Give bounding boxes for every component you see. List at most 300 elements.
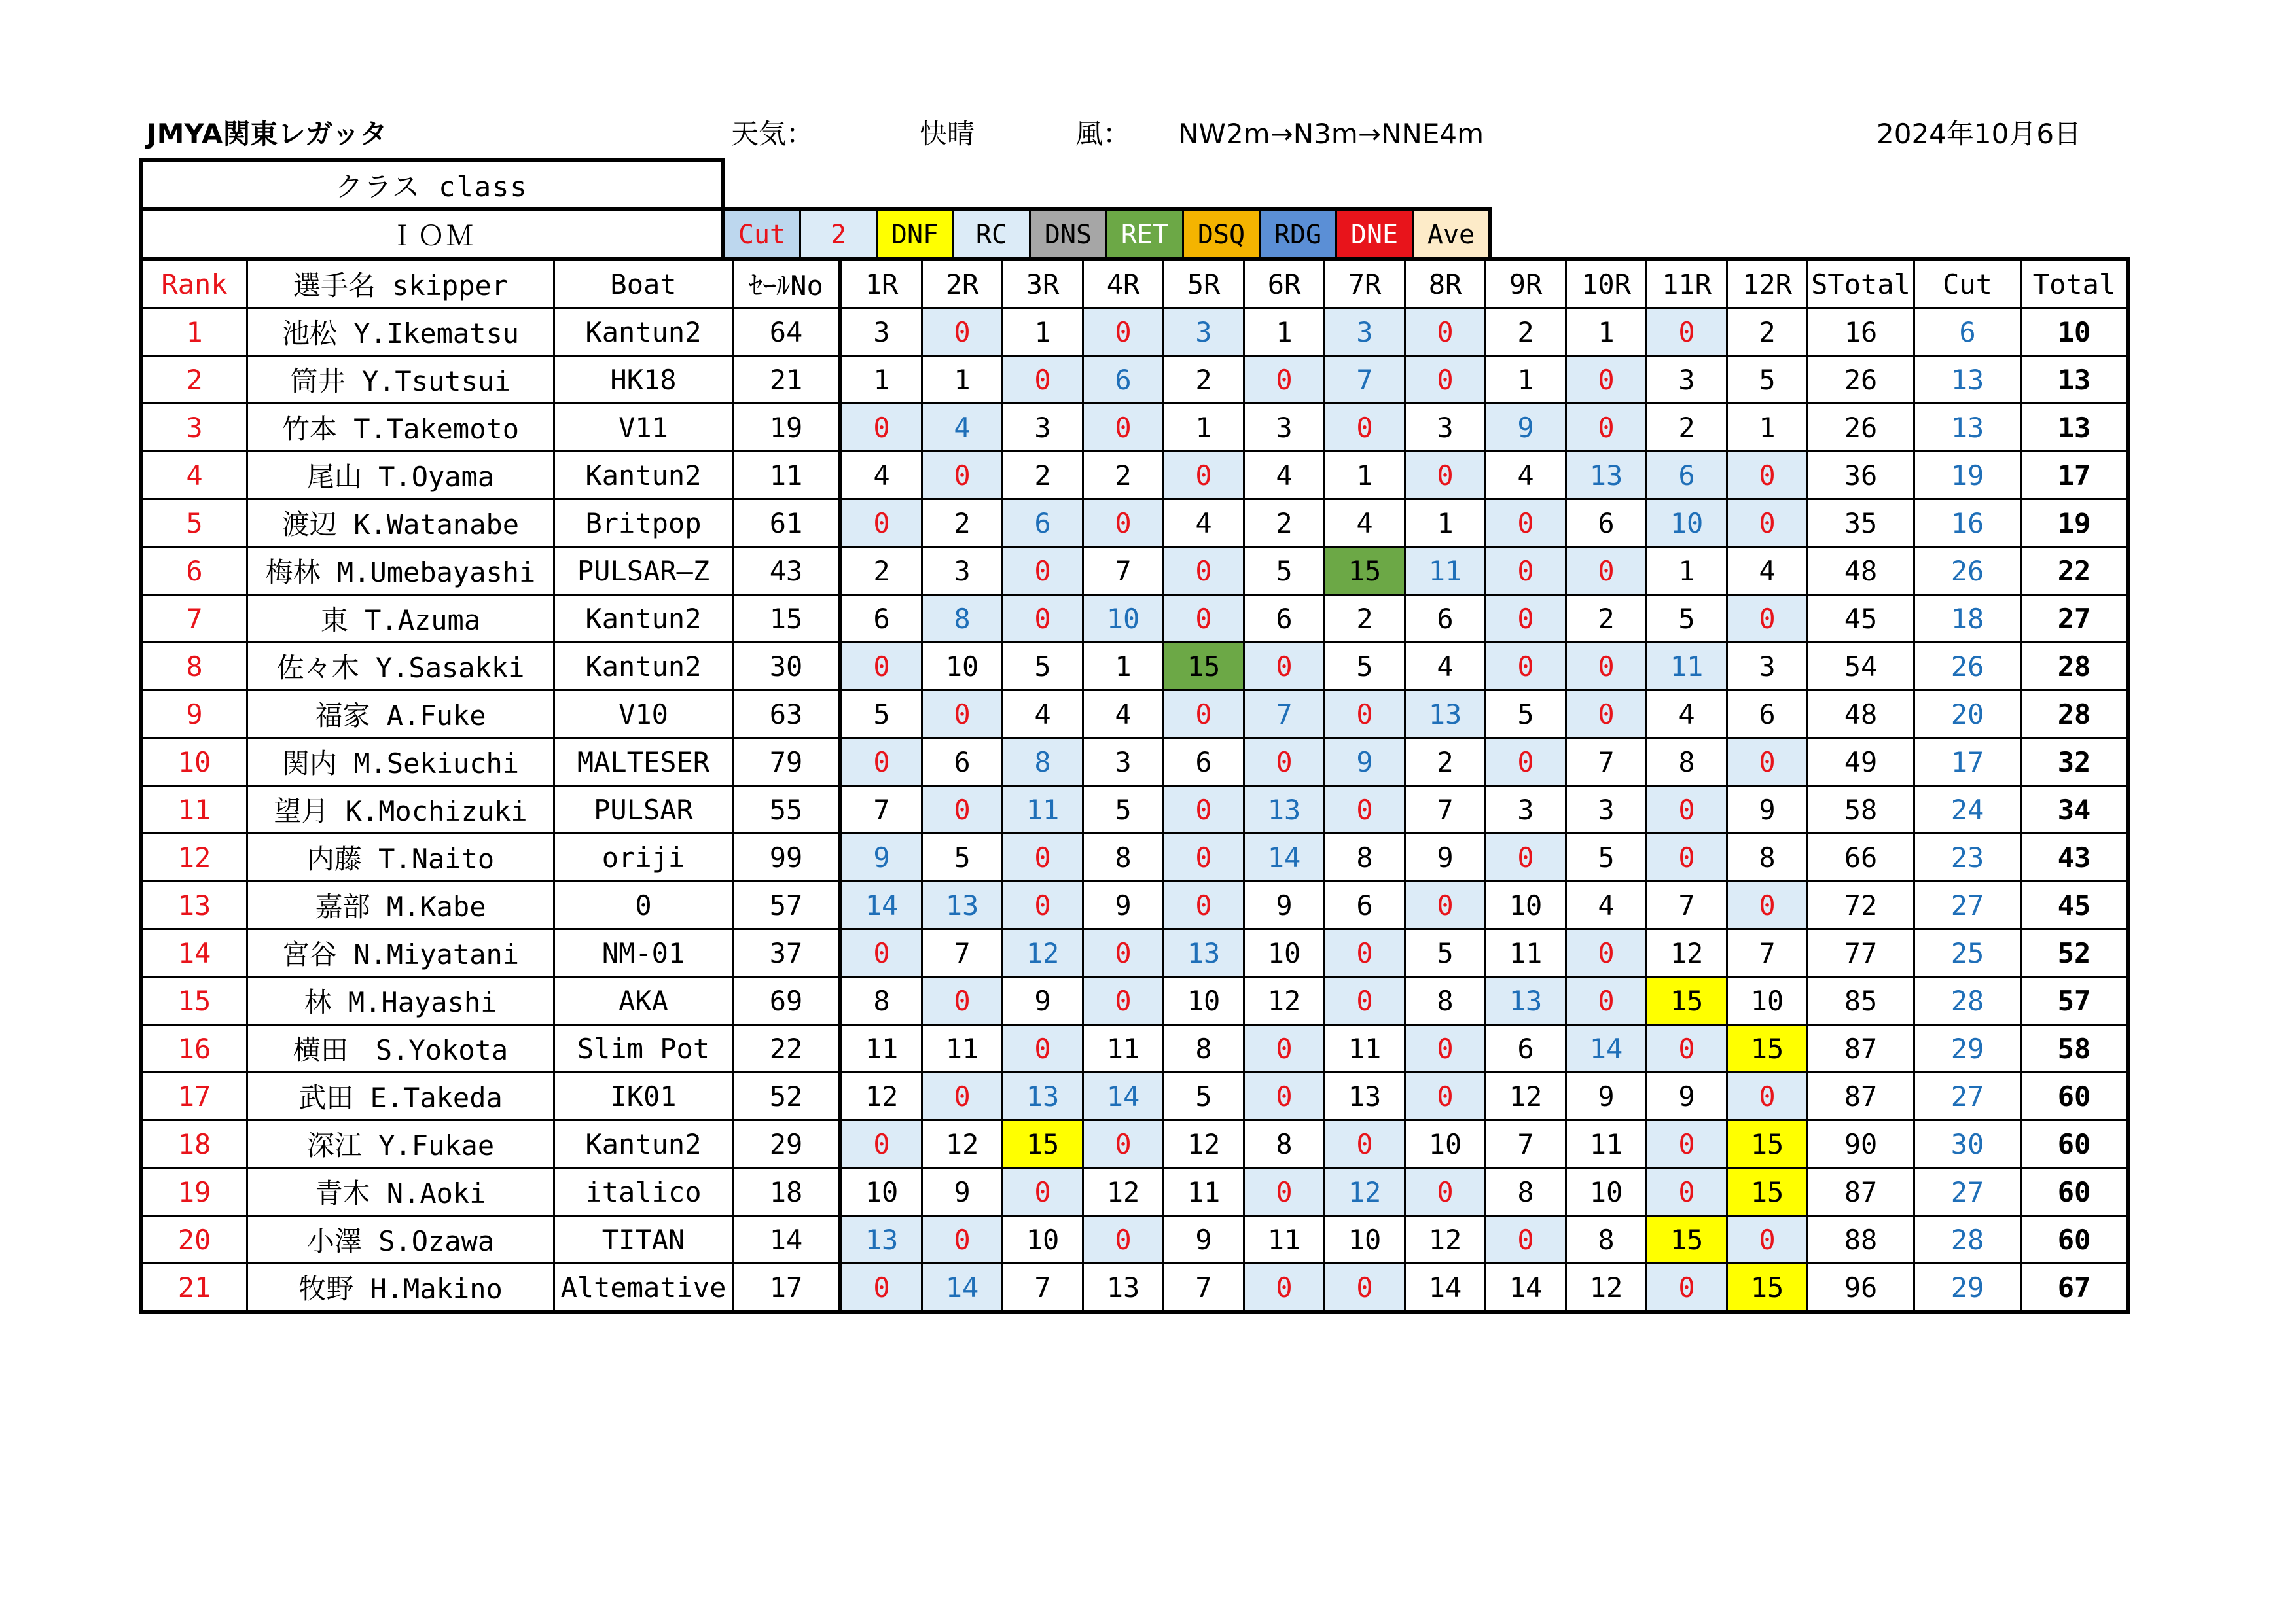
race-5-score: 0 <box>1164 452 1244 499</box>
race-7-score: 0 <box>1325 929 1405 977</box>
skipper-cell: 内藤 T.Naito <box>247 834 554 882</box>
sail-number-cell: 22 <box>733 1025 841 1073</box>
race-3-score: 5 <box>1003 643 1083 690</box>
race-9-score: 9 <box>1486 404 1566 452</box>
race-6-score: 0 <box>1244 1168 1325 1216</box>
race-8-score: 9 <box>1405 834 1486 882</box>
race-5-score: 0 <box>1164 882 1244 929</box>
race-4-score: 0 <box>1083 929 1164 977</box>
race-6-score: 0 <box>1244 356 1325 404</box>
skipper-cell: 小澤 S.Ozawa <box>247 1216 554 1264</box>
race-7-score: 0 <box>1325 977 1405 1025</box>
column-header: Rank <box>141 259 247 308</box>
race-2-score: 6 <box>922 738 1003 786</box>
race-7-score: 1 <box>1325 452 1405 499</box>
rank-cell: 2 <box>141 356 247 404</box>
race-10-score: 7 <box>1566 738 1647 786</box>
skipper-cell: 嘉部 M.Kabe <box>247 882 554 929</box>
race-11-score: 3 <box>1647 356 1727 404</box>
race-9-score: 6 <box>1486 1025 1566 1073</box>
race-3-score: 0 <box>1003 882 1083 929</box>
race-4-score: 5 <box>1083 786 1164 834</box>
boat-cell: Kantun2 <box>554 1120 733 1168</box>
race-8-score: 3 <box>1405 404 1486 452</box>
race-7-score: 0 <box>1325 1120 1405 1168</box>
boat-cell: italico <box>554 1168 733 1216</box>
cut-cell: 27 <box>1914 1073 2021 1120</box>
race-8-score: 13 <box>1405 690 1486 738</box>
race-5-score: 0 <box>1164 834 1244 882</box>
race-5-score: 5 <box>1164 1073 1244 1120</box>
table-row <box>141 1025 2128 1073</box>
column-header: 8R <box>1405 259 1486 308</box>
sail-number-cell: 30 <box>733 643 841 690</box>
race-5-score: 13 <box>1164 929 1244 977</box>
boat-cell: TITAN <box>554 1216 733 1264</box>
stotal-cell: 26 <box>1808 404 1914 452</box>
sail-number-cell: 43 <box>733 547 841 595</box>
race-8-score: 0 <box>1405 1168 1486 1216</box>
skipper-cell: 福家 A.Fuke <box>247 690 554 738</box>
rank-cell: 3 <box>141 404 247 452</box>
race-6-score: 12 <box>1244 977 1325 1025</box>
race-3-score: 0 <box>1003 547 1083 595</box>
race-11-score: 2 <box>1647 404 1727 452</box>
race-12-score: 15 <box>1727 1025 1808 1073</box>
race-4-score: 9 <box>1083 882 1164 929</box>
race-1-score: 12 <box>840 1073 922 1120</box>
cut-cell: 29 <box>1914 1025 2021 1073</box>
race-3-score: 13 <box>1003 1073 1083 1120</box>
race-8-score: 0 <box>1405 1025 1486 1073</box>
results-table <box>139 257 2130 1314</box>
race-5-score: 0 <box>1164 786 1244 834</box>
race-2-score: 0 <box>922 1073 1003 1120</box>
sail-number-cell: 61 <box>733 499 841 547</box>
race-6-score: 10 <box>1244 929 1325 977</box>
race-12-score: 8 <box>1727 834 1808 882</box>
race-3-score: 4 <box>1003 690 1083 738</box>
stotal-cell: 77 <box>1808 929 1914 977</box>
race-6-score: 0 <box>1244 738 1325 786</box>
table-row <box>141 356 2128 404</box>
race-3-score: 3 <box>1003 404 1083 452</box>
race-12-score: 15 <box>1727 1168 1808 1216</box>
race-9-score: 2 <box>1486 308 1566 356</box>
race-10-score: 6 <box>1566 499 1647 547</box>
boat-cell: Kantun2 <box>554 452 733 499</box>
stotal-cell: 35 <box>1808 499 1914 547</box>
race-12-score: 1 <box>1727 404 1808 452</box>
legend-rc: RC <box>954 209 1030 260</box>
race-9-score: 7 <box>1486 1120 1566 1168</box>
race-5-score: 0 <box>1164 547 1244 595</box>
boat-cell: Britpop <box>554 499 733 547</box>
sail-number-cell: 17 <box>733 1264 841 1313</box>
cut-cell: 29 <box>1914 1264 2021 1313</box>
race-12-score: 6 <box>1727 690 1808 738</box>
race-8-score: 14 <box>1405 1264 1486 1313</box>
table-row <box>141 929 2128 977</box>
race-12-score: 3 <box>1727 643 1808 690</box>
race-7-score: 5 <box>1325 643 1405 690</box>
table-row <box>141 547 2128 595</box>
legend-rdg: RDG <box>1260 209 1336 260</box>
rank-cell: 4 <box>141 452 247 499</box>
race-6-score: 5 <box>1244 547 1325 595</box>
race-2-score: 0 <box>922 786 1003 834</box>
stotal-cell: 66 <box>1808 834 1914 882</box>
race-1-score: 11 <box>840 1025 922 1073</box>
total-cell: 28 <box>2021 690 2129 738</box>
race-12-score: 7 <box>1727 929 1808 977</box>
legend-dne: DNE <box>1336 209 1413 260</box>
total-cell: 60 <box>2021 1216 2129 1264</box>
sail-number-cell: 19 <box>733 404 841 452</box>
race-11-score: 1 <box>1647 547 1727 595</box>
rank-cell: 8 <box>141 643 247 690</box>
race-7-score: 0 <box>1325 1264 1405 1313</box>
race-7-score: 11 <box>1325 1025 1405 1073</box>
table-row <box>141 1120 2128 1168</box>
cut-cell: 25 <box>1914 929 2021 977</box>
sail-number-cell: 18 <box>733 1168 841 1216</box>
race-12-score: 10 <box>1727 977 1808 1025</box>
race-5-score: 4 <box>1164 499 1244 547</box>
cut-cell: 18 <box>1914 595 2021 643</box>
race-3-score: 9 <box>1003 977 1083 1025</box>
table-row <box>141 404 2128 452</box>
rank-cell: 19 <box>141 1168 247 1216</box>
column-header: STotal <box>1808 259 1914 308</box>
cut-cell: 6 <box>1914 308 2021 356</box>
race-6-score: 14 <box>1244 834 1325 882</box>
race-4-score: 0 <box>1083 1120 1164 1168</box>
race-11-score: 0 <box>1647 1120 1727 1168</box>
race-6-score: 0 <box>1244 1025 1325 1073</box>
race-5-score: 11 <box>1164 1168 1244 1216</box>
race-11-score: 15 <box>1647 1216 1727 1264</box>
boat-cell: PULSAR <box>554 786 733 834</box>
stotal-cell: 87 <box>1808 1025 1914 1073</box>
race-11-score: 11 <box>1647 643 1727 690</box>
event-title: JMYA関東レガッタ <box>147 118 387 150</box>
cut-cell: 23 <box>1914 834 2021 882</box>
skipper-cell: 深江 Y.Fukae <box>247 1120 554 1168</box>
total-cell: 67 <box>2021 1264 2129 1313</box>
race-11-score: 0 <box>1647 1025 1727 1073</box>
race-1-score: 9 <box>840 834 922 882</box>
sail-number-cell: 11 <box>733 452 841 499</box>
race-5-score: 0 <box>1164 690 1244 738</box>
race-12-score: 15 <box>1727 1120 1808 1168</box>
rank-cell: 16 <box>141 1025 247 1073</box>
total-cell: 10 <box>2021 308 2129 356</box>
race-5-score: 7 <box>1164 1264 1244 1313</box>
cut-cell: 19 <box>1914 452 2021 499</box>
race-4-score: 7 <box>1083 547 1164 595</box>
race-5-score: 8 <box>1164 1025 1244 1073</box>
race-5-score: 10 <box>1164 977 1244 1025</box>
column-header: Total <box>2021 259 2129 308</box>
race-2-score: 0 <box>922 452 1003 499</box>
total-cell: 57 <box>2021 977 2129 1025</box>
stotal-cell: 96 <box>1808 1264 1914 1313</box>
race-11-score: 6 <box>1647 452 1727 499</box>
stotal-cell: 88 <box>1808 1216 1914 1264</box>
rank-cell: 5 <box>141 499 247 547</box>
results-body <box>141 308 2128 1313</box>
race-11-score: 15 <box>1647 977 1727 1025</box>
cut-cell: 27 <box>1914 1168 2021 1216</box>
total-cell: 60 <box>2021 1073 2129 1120</box>
legend-cut: Cut <box>723 209 800 260</box>
race-3-score: 0 <box>1003 1168 1083 1216</box>
stotal-cell: 58 <box>1808 786 1914 834</box>
race-11-score: 0 <box>1647 1168 1727 1216</box>
race-3-score: 0 <box>1003 356 1083 404</box>
skipper-cell: 筒井 Y.Tsutsui <box>247 356 554 404</box>
race-5-score: 12 <box>1164 1120 1244 1168</box>
race-10-score: 14 <box>1566 1025 1647 1073</box>
race-1-score: 0 <box>840 929 922 977</box>
stotal-cell: 85 <box>1808 977 1914 1025</box>
race-12-score: 0 <box>1727 499 1808 547</box>
stotal-cell: 87 <box>1808 1073 1914 1120</box>
race-3-score: 2 <box>1003 452 1083 499</box>
table-row <box>141 1264 2128 1313</box>
rank-cell: 12 <box>141 834 247 882</box>
table-row <box>141 786 2128 834</box>
boat-cell: AKA <box>554 977 733 1025</box>
sail-number-cell: 55 <box>733 786 841 834</box>
column-header: 11R <box>1647 259 1727 308</box>
race-1-score: 5 <box>840 690 922 738</box>
rank-cell: 18 <box>141 1120 247 1168</box>
cut-cell: 20 <box>1914 690 2021 738</box>
race-1-score: 8 <box>840 977 922 1025</box>
column-header: 4R <box>1083 259 1164 308</box>
race-10-score: 0 <box>1566 547 1647 595</box>
race-7-score: 2 <box>1325 595 1405 643</box>
race-10-score: 0 <box>1566 643 1647 690</box>
race-7-score: 15 <box>1325 547 1405 595</box>
rank-cell: 15 <box>141 977 247 1025</box>
race-10-score: 0 <box>1566 404 1647 452</box>
table-row <box>141 643 2128 690</box>
race-2-score: 4 <box>922 404 1003 452</box>
race-2-score: 11 <box>922 1025 1003 1073</box>
boat-cell: oriji <box>554 834 733 882</box>
race-8-score: 10 <box>1405 1120 1486 1168</box>
race-8-score: 4 <box>1405 643 1486 690</box>
race-8-score: 2 <box>1405 738 1486 786</box>
table-row <box>141 1073 2128 1120</box>
skipper-cell: 望月 K.Mochizuki <box>247 786 554 834</box>
stotal-cell: 54 <box>1808 643 1914 690</box>
race-1-score: 13 <box>840 1216 922 1264</box>
race-10-score: 0 <box>1566 356 1647 404</box>
weather-label: 天気： <box>731 118 814 150</box>
column-header: 5R <box>1164 259 1244 308</box>
race-9-score: 0 <box>1486 738 1566 786</box>
class-name: ＩＯＭ <box>388 220 475 252</box>
race-2-score: 0 <box>922 977 1003 1025</box>
skipper-cell: 尾山 T.Oyama <box>247 452 554 499</box>
race-9-score: 0 <box>1486 547 1566 595</box>
race-10-score: 11 <box>1566 1120 1647 1168</box>
race-2-score: 0 <box>922 1216 1003 1264</box>
race-8-score: 5 <box>1405 929 1486 977</box>
total-cell: 32 <box>2021 738 2129 786</box>
race-1-score: 0 <box>840 738 922 786</box>
race-12-score: 4 <box>1727 547 1808 595</box>
status-legend <box>721 207 1492 260</box>
race-5-score: 0 <box>1164 595 1244 643</box>
race-8-score: 1 <box>1405 499 1486 547</box>
race-7-score: 0 <box>1325 404 1405 452</box>
cut-cell: 16 <box>1914 499 2021 547</box>
race-9-score: 0 <box>1486 834 1566 882</box>
skipper-cell: 池松 Y.Ikematsu <box>247 308 554 356</box>
race-7-score: 6 <box>1325 882 1405 929</box>
race-7-score: 12 <box>1325 1168 1405 1216</box>
rank-cell: 13 <box>141 882 247 929</box>
race-9-score: 0 <box>1486 499 1566 547</box>
race-12-score: 0 <box>1727 1073 1808 1120</box>
race-2-score: 14 <box>922 1264 1003 1313</box>
stotal-cell: 16 <box>1808 308 1914 356</box>
class-label: クラス class <box>335 170 528 203</box>
cut-cell: 28 <box>1914 977 2021 1025</box>
race-1-score: 2 <box>840 547 922 595</box>
total-cell: 17 <box>2021 452 2129 499</box>
race-1-score: 0 <box>840 643 922 690</box>
legend-ave: Ave <box>1413 209 1491 260</box>
column-header: 9R <box>1486 259 1566 308</box>
race-6-score: 11 <box>1244 1216 1325 1264</box>
race-9-score: 8 <box>1486 1168 1566 1216</box>
rank-cell: 9 <box>141 690 247 738</box>
race-6-score: 6 <box>1244 595 1325 643</box>
race-9-score: 1 <box>1486 356 1566 404</box>
race-12-score: 0 <box>1727 738 1808 786</box>
race-2-score: 2 <box>922 499 1003 547</box>
race-12-score: 0 <box>1727 452 1808 499</box>
rank-cell: 14 <box>141 929 247 977</box>
race-10-score: 12 <box>1566 1264 1647 1313</box>
race-11-score: 0 <box>1647 1264 1727 1313</box>
race-7-score: 13 <box>1325 1073 1405 1120</box>
race-1-score: 4 <box>840 452 922 499</box>
table-row <box>141 308 2128 356</box>
boat-cell: 0 <box>554 882 733 929</box>
boat-cell: MALTESER <box>554 738 733 786</box>
race-7-score: 0 <box>1325 690 1405 738</box>
cut-cell: 26 <box>1914 547 2021 595</box>
skipper-cell: 青木 N.Aoki <box>247 1168 554 1216</box>
race-12-score: 0 <box>1727 1216 1808 1264</box>
race-8-score: 0 <box>1405 356 1486 404</box>
sail-number-cell: 37 <box>733 929 841 977</box>
race-9-score: 3 <box>1486 786 1566 834</box>
rank-cell: 7 <box>141 595 247 643</box>
race-4-score: 14 <box>1083 1073 1164 1120</box>
race-4-score: 12 <box>1083 1168 1164 1216</box>
stotal-cell: 49 <box>1808 738 1914 786</box>
race-5-score: 15 <box>1164 643 1244 690</box>
race-9-score: 13 <box>1486 977 1566 1025</box>
column-header: 2R <box>922 259 1003 308</box>
race-6-score: 13 <box>1244 786 1325 834</box>
legend-dnf: DNF <box>877 209 954 260</box>
total-cell: 13 <box>2021 404 2129 452</box>
column-header-row <box>141 259 2128 308</box>
total-cell: 60 <box>2021 1120 2129 1168</box>
race-3-score: 15 <box>1003 1120 1083 1168</box>
race-10-score: 1 <box>1566 308 1647 356</box>
column-header: Boat <box>554 259 733 308</box>
column-header: Cut <box>1914 259 2021 308</box>
table-row <box>141 595 2128 643</box>
table-row <box>141 690 2128 738</box>
race-6-score: 3 <box>1244 404 1325 452</box>
race-1-score: 0 <box>840 1264 922 1313</box>
rank-cell: 10 <box>141 738 247 786</box>
legend-ret: RET <box>1107 209 1183 260</box>
race-5-score: 2 <box>1164 356 1244 404</box>
race-6-score: 0 <box>1244 1073 1325 1120</box>
rank-cell: 21 <box>141 1264 247 1313</box>
race-8-score: 0 <box>1405 452 1486 499</box>
race-1-score: 10 <box>840 1168 922 1216</box>
race-11-score: 12 <box>1647 929 1727 977</box>
race-6-score: 9 <box>1244 882 1325 929</box>
table-row <box>141 738 2128 786</box>
race-3-score: 8 <box>1003 738 1083 786</box>
total-cell: 34 <box>2021 786 2129 834</box>
skipper-cell: 横田 S.Yokota <box>247 1025 554 1073</box>
race-4-score: 4 <box>1083 690 1164 738</box>
event-date: 2024年10月6日 <box>1876 118 2082 150</box>
stotal-cell: 48 <box>1808 547 1914 595</box>
race-3-score: 0 <box>1003 595 1083 643</box>
skipper-cell: 梅林 M.Umebayashi <box>247 547 554 595</box>
stotal-cell: 90 <box>1808 1120 1914 1168</box>
sail-number-cell: 52 <box>733 1073 841 1120</box>
race-4-score: 0 <box>1083 977 1164 1025</box>
race-5-score: 6 <box>1164 738 1244 786</box>
race-7-score: 3 <box>1325 308 1405 356</box>
race-12-score: 15 <box>1727 1264 1808 1313</box>
race-4-score: 10 <box>1083 595 1164 643</box>
column-header: 12R <box>1727 259 1808 308</box>
race-1-score: 6 <box>840 595 922 643</box>
race-11-score: 5 <box>1647 595 1727 643</box>
sail-number-cell: 57 <box>733 882 841 929</box>
race-1-score: 14 <box>840 882 922 929</box>
race-12-score: 5 <box>1727 356 1808 404</box>
boat-cell: Kantun2 <box>554 308 733 356</box>
table-row <box>141 499 2128 547</box>
sail-number-cell: 15 <box>733 595 841 643</box>
race-9-score: 0 <box>1486 1216 1566 1264</box>
race-9-score: 4 <box>1486 452 1566 499</box>
legend-row <box>723 209 1490 260</box>
sail-number-cell: 79 <box>733 738 841 786</box>
total-cell: 52 <box>2021 929 2129 977</box>
race-4-score: 1 <box>1083 643 1164 690</box>
